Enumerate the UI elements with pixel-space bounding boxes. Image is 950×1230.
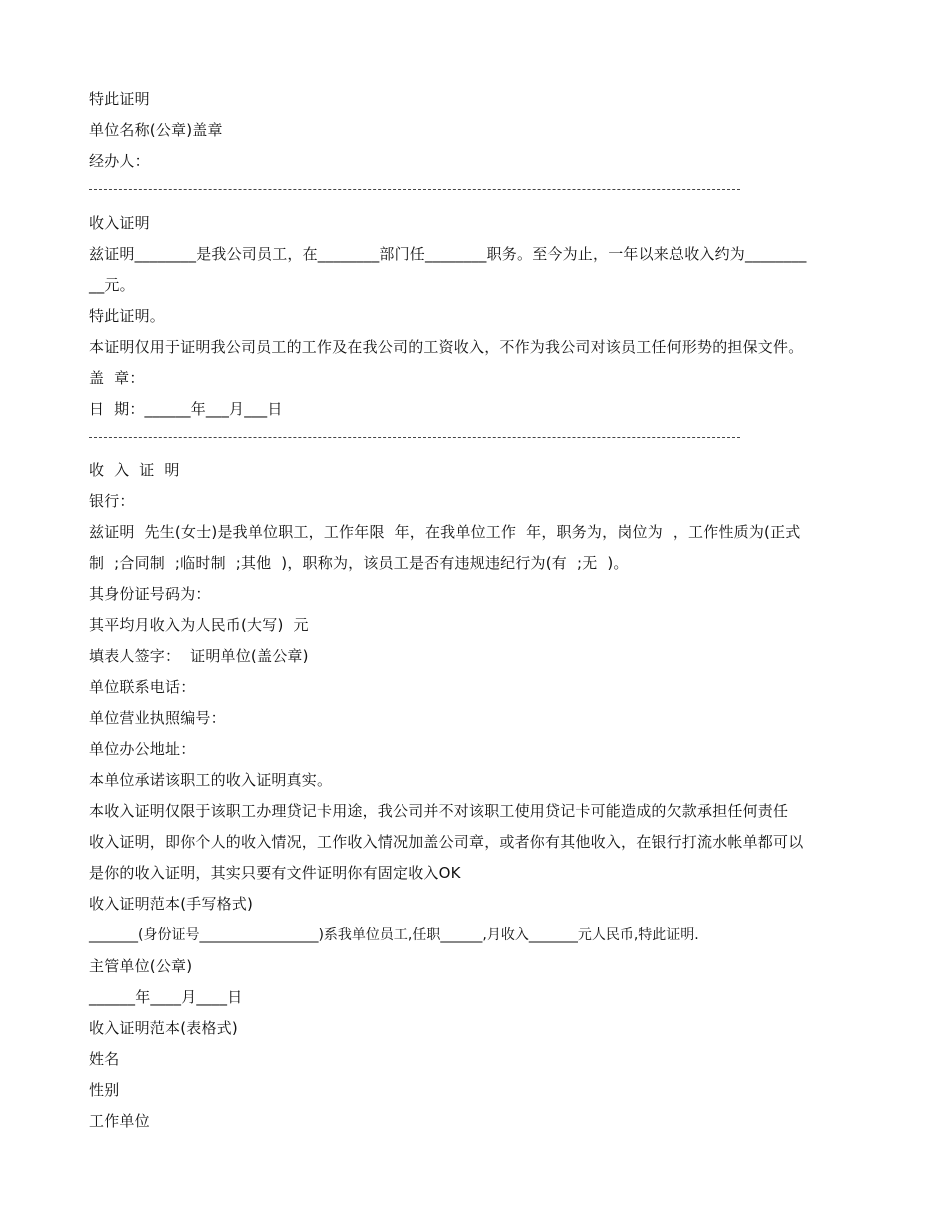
section-divider xyxy=(89,437,740,438)
monthly-income-line: 其平均月收入为人民币(大写) 元 xyxy=(89,616,309,634)
section-divider xyxy=(89,189,740,190)
template-body-line: _______(身份证号_________________)系我单位员工,任职______,月收入_______元人民币,特此证明. xyxy=(89,927,699,943)
section-title: 收入证明 xyxy=(89,214,150,232)
usage-limit-line: 本收入证明仅限于该职工办理贷记卡用途，我公司并不对该职工使用贷记卡可能造成的欠款承担任何责任 xyxy=(89,802,789,820)
closing-statement: 特此证明 xyxy=(89,90,150,108)
disclaimer-line: 本证明仅用于证明我公司员工的工作及在我公司的工资收入，不作为我公司对该员工任何形势的担保文件。 xyxy=(89,338,804,356)
certify-line: 兹证明________是我公司员工，在________部门任________职务。至今为止，一年以来总收入约为________ xyxy=(89,245,807,263)
bank-line: 银行： xyxy=(89,492,135,510)
handler-line: 经办人： xyxy=(89,152,150,170)
address-line: 单位办公地址： xyxy=(89,740,196,758)
explanation-line-cont: 是你的收入证明，其实只要有文件证明你有固定收入OK xyxy=(89,864,461,882)
certify-line: 兹证明 先生(女士)是我单位职工，工作年限 年，在我单位工作 年，职务为，岗位为 ，工作性质为(正式 xyxy=(89,523,801,541)
certify-line-cont: 制 ;合同制 ;临时制 ;其他 )，职称为，该员工是否有违规违纪行为(有 ;无 )。 xyxy=(89,554,629,572)
date-line: ______年____月____日 xyxy=(89,988,243,1006)
seal-line: 盖 章： xyxy=(89,369,145,387)
license-line: 单位营业执照编号： xyxy=(89,709,226,727)
authority-seal-line: 主管单位(公章) xyxy=(89,957,193,975)
commitment-line: 本单位承诺该职工的收入证明真实。 xyxy=(89,771,333,789)
section-title: 收 入 证 明 xyxy=(89,461,180,479)
template-heading: 收入证明范本(表格式) xyxy=(89,1019,238,1037)
phone-line: 单位联系电话： xyxy=(89,678,196,696)
closing-statement: 特此证明。 xyxy=(89,307,166,325)
date-line: 日 期：______年___月___日 xyxy=(89,400,283,418)
form-field-employer: 工作单位 xyxy=(89,1112,150,1130)
form-field-gender: 性别 xyxy=(89,1081,120,1099)
signature-line: 填表人签字： 证明单位(盖公章) xyxy=(89,647,309,665)
form-field-name: 姓名 xyxy=(89,1050,120,1068)
template-heading: 收入证明范本(手写格式) xyxy=(89,895,254,913)
certify-line-cont: __元。 xyxy=(89,276,135,294)
id-number-line: 其身份证号码为： xyxy=(89,585,211,603)
unit-seal-line: 单位名称(公章)盖章 xyxy=(89,121,223,139)
explanation-line: 收入证明，即你个人的收入情况，工作收入情况加盖公司章，或者你有其他收入，在银行打流水帐单都可以 xyxy=(89,833,804,851)
